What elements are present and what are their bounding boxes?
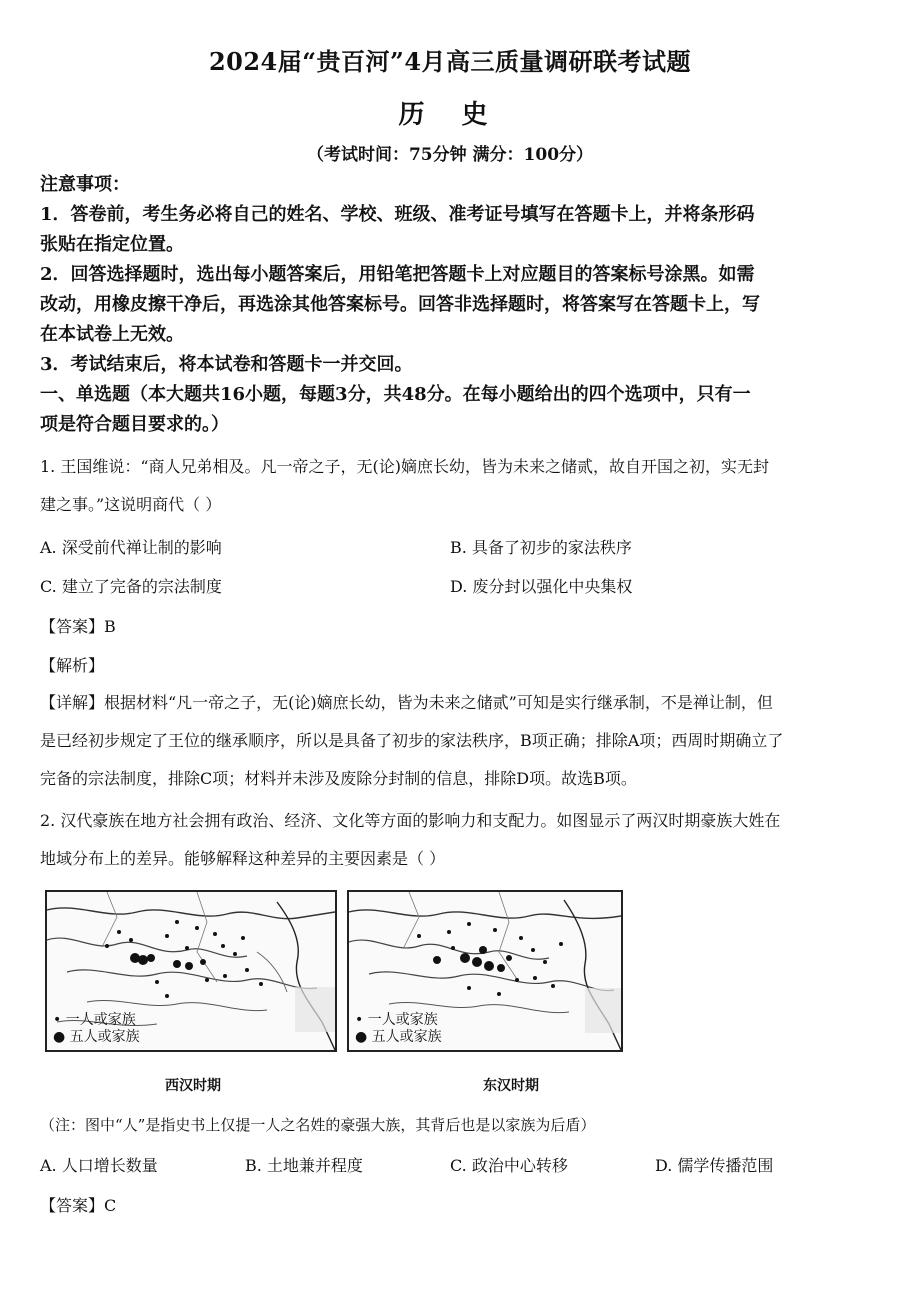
stem-line: 2. 汉代豪族在地方社会拥有政治、经济、文化等方面的影响力和支配力。如图显示了两汉时期豪族大姓在 [40, 811, 781, 830]
notes-line: 改动，用橡皮擦干净后，再选涂其他答案标号。回答非选择题时，将答案写在答题卡上，写 [40, 294, 760, 315]
notes-line: 1．答卷前，考生务必将自己的姓名、学校、班级、准考证号填写在答题卡上，并将条形码 [40, 204, 755, 225]
q2-option-b: B. 土地兼并程度 [245, 1156, 363, 1175]
q2-option-d: D. 儒学传播范围 [655, 1156, 774, 1175]
notes-line: 在本试卷上无效。 [40, 324, 184, 345]
question-1-stem [40, 448, 862, 524]
section-heading: 一、单选题（本大题共16小题，每题3分，共48分。在每小题给出的四个选项中，只有一 [40, 384, 751, 405]
q1-option-d: D. 废分封以强化中央集权 [450, 577, 633, 596]
map-legend [53, 1012, 140, 1046]
subject-title: 历 史 [398, 100, 502, 130]
map-caption-east: 东汉时期 [483, 1078, 539, 1094]
q2-option-a: A. 人口增长数量 [40, 1156, 158, 1175]
stem-line: 1. 王国维说：“商人兄弟相及。凡一帝之子，无(论)嫡庶长幼，皆为未来之储贰，故自开国之初，实无封 [40, 457, 770, 476]
q2-note: （注：图中“人”是指史书上仅提一人之名姓的豪强大族，其背后也是以家族为后盾） [40, 1116, 596, 1134]
map-caption-west: 西汉时期 [165, 1078, 221, 1094]
notes-line: 张贴在指定位置。 [40, 234, 184, 255]
q1-option-b: B. 具备了初步的家法秩序 [450, 538, 632, 557]
legend-large-dot: ● 五人或家族 [355, 1029, 442, 1045]
q2-option-c: C. 政治中心转移 [450, 1156, 568, 1175]
q2-answer: 【答案】C [40, 1196, 117, 1215]
detail-line: 是已经初步规定了王位的继承顺序，所以是具备了初步的家法秩序，B项正确；排除A项；西周时期确立了 [40, 731, 784, 750]
exam-title: 2024届“贵百河”4月高三质量调研联考试题 [208, 47, 692, 76]
question-2-stem [40, 802, 862, 878]
stem-line: 建之事。”这说明商代（ ） [40, 495, 222, 514]
q1-analysis-label: 【解析】 [40, 656, 105, 675]
q1-option-c: C. 建立了完备的宗法制度 [40, 577, 222, 596]
notes-block [40, 170, 860, 440]
map-legend [355, 1012, 442, 1046]
section-heading: 项是符合题目要求的。） [40, 414, 229, 435]
legend-large-dot: ● 五人或家族 [53, 1029, 140, 1045]
map-western-han [45, 890, 337, 1052]
detail-line: 【详解】根据材料“凡一帝之子，无(论)嫡庶长幼，皆为未来之储贰”可知是实行继承制，不是禅让制，但 [40, 693, 773, 712]
legend-small-dot: • 一人或家族 [53, 1012, 136, 1028]
q1-detail [40, 684, 862, 798]
notes-line: 3．考试结束后，将本试卷和答题卡一并交回。 [40, 354, 413, 375]
map-eastern-han [347, 890, 623, 1052]
stem-line: 地域分布上的差异。能够解释这种差异的主要因素是（ ） [40, 849, 446, 868]
detail-line: 完备的宗法制度，排除C项；材料并未涉及废除分封制的信息，排除D项。故选B项。 [40, 769, 637, 788]
exam-info: （考试时间：75分钟 满分：100分） [306, 145, 594, 165]
notes-heading: 注意事项： [40, 174, 130, 195]
notes-line: 2．回答选择题时，选出每小题答案后，用铅笔把答题卡上对应题目的答案标号涂黑。如需 [40, 264, 755, 285]
legend-small-dot: • 一人或家族 [355, 1012, 438, 1028]
q1-option-a: A. 深受前代禅让制的影响 [40, 538, 222, 557]
q1-answer: 【答案】B [40, 617, 116, 636]
